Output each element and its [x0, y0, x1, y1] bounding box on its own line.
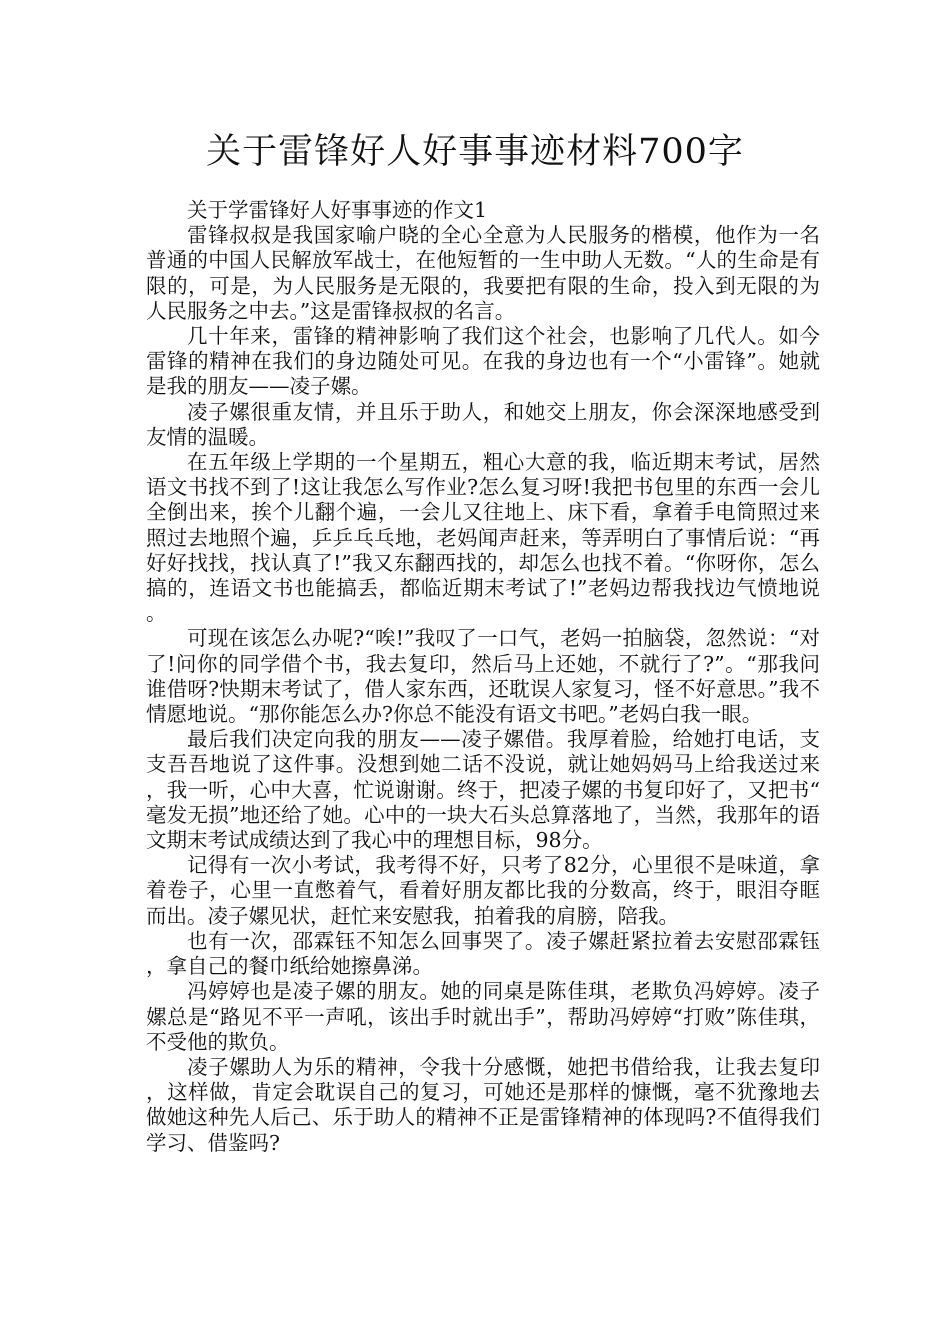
paragraph: 几十年来，雷锋的精神影响了我们这个社会，也影响了几代人。如今雷锋的精神在我们的身边随处可见。在我的身边也有一个“小雷锋”。她就是我的朋友——凌子嫘。	[146, 324, 820, 399]
document-body	[146, 198, 820, 1156]
paragraph: 冯婷婷也是凌子嫘的朋友。她的同桌是陈佳琪，老欺负冯婷婷。凌子嫘总是“路见不平一声吼，该出手时就出手”，帮助冯婷婷“打败”陈佳琪，不受他的欺负。	[146, 979, 820, 1054]
paragraph: 关于学雷锋好人好事事迹的作文1	[187, 198, 488, 222]
paragraph: 记得有一次小考试，我考得不好，只考了82分，心里很不是味道，拿着卷子，心里一直憋着气，看着好朋友都比我的分数高，终于，眼泪夺眶而出。凌子嫘见状，赶忙来安慰我，拍着我的肩膀，陪我。	[146, 853, 820, 928]
document-title: 关于雷锋好人好事事迹材料700字	[206, 132, 744, 172]
paragraph: 凌子嫘很重友情，并且乐于助人，和她交上朋友，你会深深地感受到友情的温暖。	[146, 399, 820, 449]
paragraph: 也有一次，邵霖钰不知怎么回事哭了。凌子嫘赶紧拉着去安慰邵霖钰，拿自己的餐巾纸给她擦鼻涕。	[146, 928, 820, 979]
paragraph: 在五年级上学期的一个星期五，粗心大意的我，临近期末考试，居然语文书找不到了!这让我怎么写作业?怎么复习呀!我把书包里的东西一会儿全倒出来，挨个儿翻个遍，一会儿又往地上、床下看，拿着手电筒照过来照过去地照个遍，乒乒乓乓地，老妈闻声赶来，等弄明白了事情后说：“再好好找找，找认真了!”我又东翻西找的，却怎么也找不着。“你呀你，怎么搞的，连语文书也能搞丢，都临近期末考试了!”老妈边帮我找边气愤地说。	[146, 450, 820, 626]
paragraph: 可现在该怎么办呢?“唉!”我叹了一口气，老妈一拍脑袋，忽然说：“对了!问你的同学借个书，我去复印，然后马上还她，不就行了?”。“那我问谁借呀?快期末考试了，借人家东西，还耽误人家复习，怪不好意思。”我不情愿地说。“那你能怎么办?你总不能没有语文书吧。”老妈白我一眼。	[146, 626, 820, 727]
paragraph: 凌子嫘助人为乐的精神，令我十分感慨，她把书借给我，让我去复印，这样做，肯定会耽误自己的复习，可她还是那样的慷慨，毫不犹豫地去做她这种先人后己、乐于助人的精神不正是雷锋精神的体现吗?不值得我们学习、借鉴吗?	[146, 1054, 820, 1155]
paragraph: 雷锋叔叔是我国家喻户晓的全心全意为人民服务的楷模，他作为一名普通的中国人民解放军战士，在他短暂的一生中助人无数。“人的生命是有限的，可是，为人民服务是无限的，我要把有限的生命，投入到无限的为人民服务之中去。”这是雷锋叔叔的名言。	[146, 223, 820, 323]
paragraph: 最后我们决定向我的朋友——凌子嫘借。我厚着脸，给她打电话，支支吾吾地说了这件事。没想到她二话不没说，就让她妈妈马上给我送过来，我一听，心中大喜，忙说谢谢。终于，把凌子嫘的书复印好了，又把书“毫发无损”地还给了她。心中的一块大石头总算落地了，当然，我那年的语文期末考试成绩达到了我心中的理想目标，98分。	[146, 727, 820, 853]
